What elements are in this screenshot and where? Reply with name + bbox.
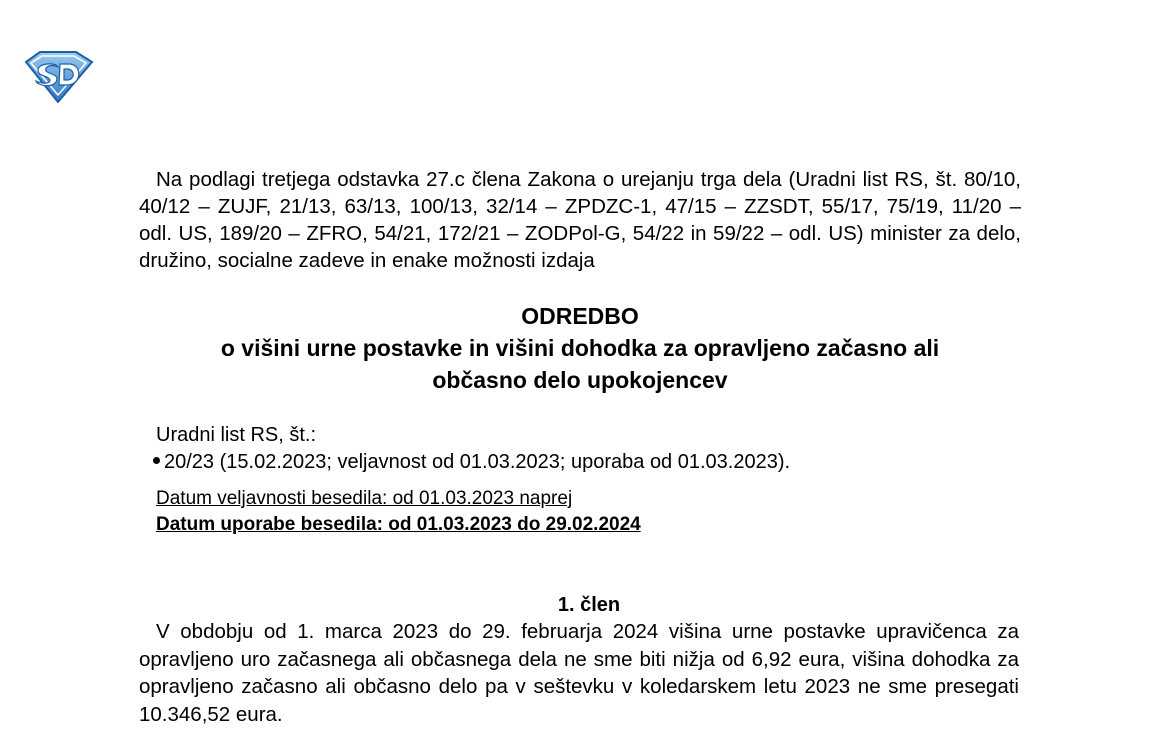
preamble-paragraph	[139, 166, 1021, 274]
sd-logo-icon	[22, 48, 94, 103]
bullet-icon	[153, 457, 160, 464]
article-title: 1. člen	[557, 594, 621, 616]
usage-date: Datum uporabe besedila: od 01.03.2023 do 29.02.2024	[156, 514, 641, 535]
gazette-item	[153, 448, 790, 476]
decree-subtitle-line-2: občasno delo upokojencev	[432, 367, 728, 393]
gazette-item-text: 20/23 (15.02.2023; veljavnost od 01.03.2023; uporaba od 01.03.2023).	[164, 451, 791, 473]
validity-date: Datum veljavnosti besedila: od 01.03.2023 naprej	[156, 488, 573, 509]
decree-subtitle-line-1: o višini urne postavke in višini dohodka za opravljeno začasno ali	[220, 335, 940, 361]
article-body	[139, 618, 1019, 728]
article-text: V obdobju od 1. marca 2023 do 29. februarja 2024 višina urne postavke upravičenca za opravljeno uro začasnega ali občasnega dela ne sme biti nižja od 6,92 eura, višina dohodka za opravljeno začasno ali občasno delo pa v seštevku v koledarskem letu 2023 ne sme presegati 10.346,52 eura.	[139, 620, 1019, 726]
validity-block	[156, 486, 641, 538]
gazette-label: Uradni list RS, št.:	[156, 424, 317, 446]
decree-heading: ODREDBO	[521, 303, 639, 329]
preamble-text: Na podlagi tretjega odstavka 27.c člena Zakona o urejanju trga dela (Uradni list RS, št. 80/10, 40/12 – ZUJF, 21/13, 63/13, 100/13, 32/14 – ZPDZC-1, 47/15 – ZZSDT, 55/17, 75/19, 11/20 – odl. US, 189/20 – ZFRO, 54/21, 172/21 – ZODPol-G, 54/22 in 59/22 – odl. US) minister za delo, družino, socialne zadeve in enake možnosti izdaja	[139, 168, 1021, 272]
decree-title	[139, 300, 1021, 396]
